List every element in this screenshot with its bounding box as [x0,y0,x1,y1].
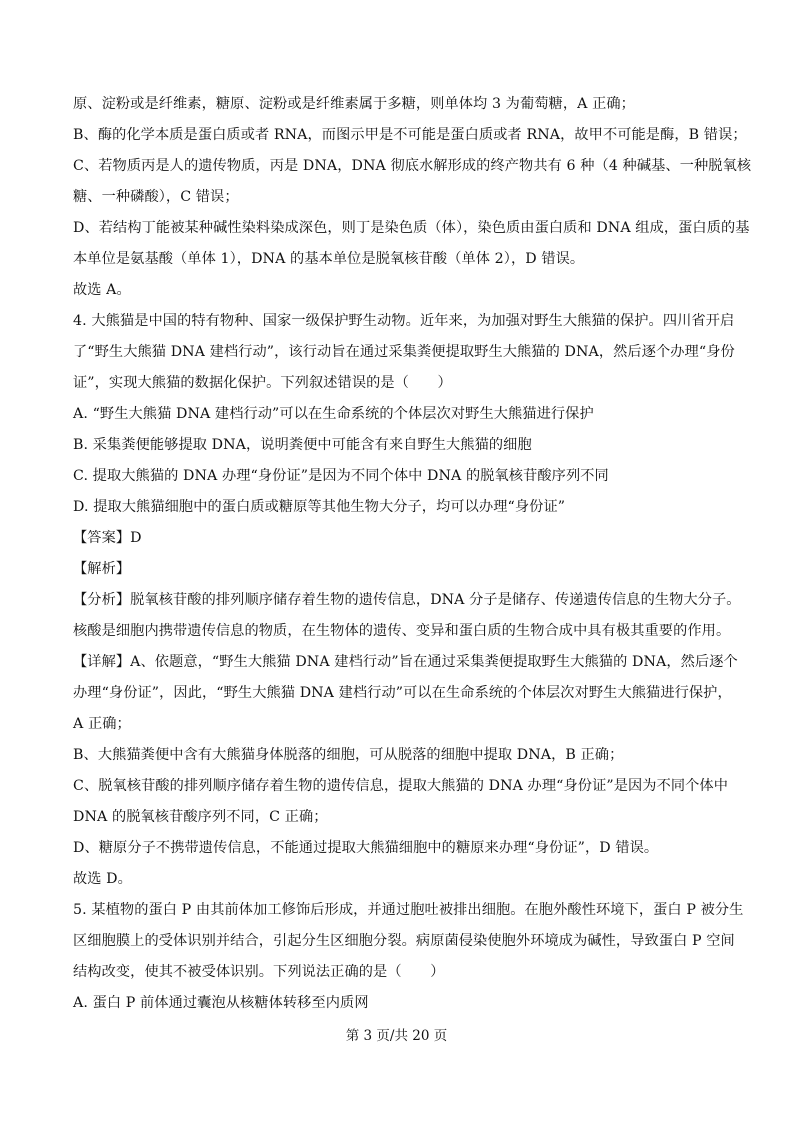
detail-text: 【详解】A、依题意，“野生大熊猫 DNA 建档行动”旨在通过采集粪便提取野生大熊猫的 DNA，然后逐个 [73,654,738,670]
question-4-option-a: A. “野生大熊猫 DNA 建档行动”可以在生命系统的个体层次对野生大熊猫进行保护 [73,406,594,422]
text-line: C、若物质丙是人的遗传物质，丙是 DNA，DNA 彻底水解形成的终产物共有 6 种（4 种碱基、一种脱氧核 [73,158,752,174]
detail-text: A 正确； [73,716,131,732]
question-5-stem: 结构改变，使其不被受体识别。下列说法正确的是（ ） [73,964,445,980]
question-4-option-c: C. 提取大熊猫的 DNA 办理“身份证”是因为不同个体中 DNA 的脱氧核苷酸序列不同 [73,468,609,484]
detail-text: D、糖原分子不携带遗传信息，不能通过提取大熊猫细胞中的糖原来办理“身份证”，D 错误。 [73,840,659,856]
text-line: 本单位是氨基酸（单体 1），DNA 的基本单位是脱氧核苷酸（单体 2），D 错误。 [73,251,585,267]
detail-text: B、大熊猫粪便中含有大熊猫身体脱落的细胞，可从脱落的细胞中提取 DNA，B 正确； [73,747,624,763]
page-number: 第 3 页/共 20 页 [345,1028,448,1044]
detail-text: C、脱氧核苷酸的排列顺序储存着生物的遗传信息，提取大熊猫的 DNA 办理“身份证”是因为不同个体中 [73,778,729,794]
text-line: 故选 A。 [73,282,131,298]
detail-text: 故选 D。 [73,871,132,887]
question-4-option-b: B. 采集粪便能够提取 DNA，说明粪便中可能含有来自野生大熊猫的细胞 [73,437,532,453]
analysis-label: 【解析】 [73,561,131,577]
text-line: B、酶的化学本质是蛋白质或者 RNA，而图示甲是不可能是蛋白质或者 RNA，故甲不可能是酶，B 错误； [73,127,747,143]
text-line: 原、淀粉或是纤维素，糖原、淀粉或是纤维素属于多糖，则单体均 3 为葡萄糖，A 正确； [73,96,635,112]
text-line: 糖、一种磷酸），C 错误； [73,189,239,205]
question-4-stem: 证”，实现大熊猫的数据化保护。下列叙述错误的是（ ） [73,375,452,391]
question-5-stem: 5. 某植物的蛋白 P 由其前体加工修饰后形成，并通过胞吐被排出细胞。在胞外酸性环境下，蛋白 P 被分生 [73,902,744,918]
text-line: D、若结构丁能被某种碱性染料染成深色，则丁是染色质（体），染色质由蛋白质和 DNA 组成，蛋白质的基 [73,220,750,236]
detail-text: DNA 的脱氧核苷酸序列不同，C 正确； [73,809,328,825]
question-4-stem: 4. 大熊猫是中国的特有物种、国家一级保护野生动物。近年来，为加强对野生大熊猫的保护。四川省开启 [73,313,735,329]
question-5-stem: 区细胞膜上的受体识别并结合，引起分生区细胞分裂。病原菌侵染使胞外环境成为碱性，导致蛋白 P 空间 [73,933,735,949]
analysis-text: 核酸是细胞内携带遗传信息的物质，在生物体的遗传、变异和蛋白质的生物合成中具有极其重要的作用。 [73,623,731,639]
question-5-option-a: A. 蛋白 P 前体通过囊泡从核糖体转移至内质网 [73,995,369,1011]
analysis-text: 【分析】脱氧核苷酸的排列顺序储存着生物的遗传信息，DNA 分子是储存、传递遗传信息的生物大分子。 [73,592,741,608]
detail-text: 办理“身份证”，因此，“野生大熊猫 DNA 建档行动”可以在生命系统的个体层次对野生大熊猫进行保护， [73,685,732,701]
question-4-stem: 了“野生大熊猫 DNA 建档行动”，该行动旨在通过采集粪便提取野生大熊猫的 DNA，然后逐个办理“身份 [73,344,735,360]
answer-label: 【答案】D [73,530,142,546]
question-4-option-d: D. 提取大熊猫细胞中的蛋白质或糖原等其他生物大分子，均可以办理“身份证” [73,499,566,515]
